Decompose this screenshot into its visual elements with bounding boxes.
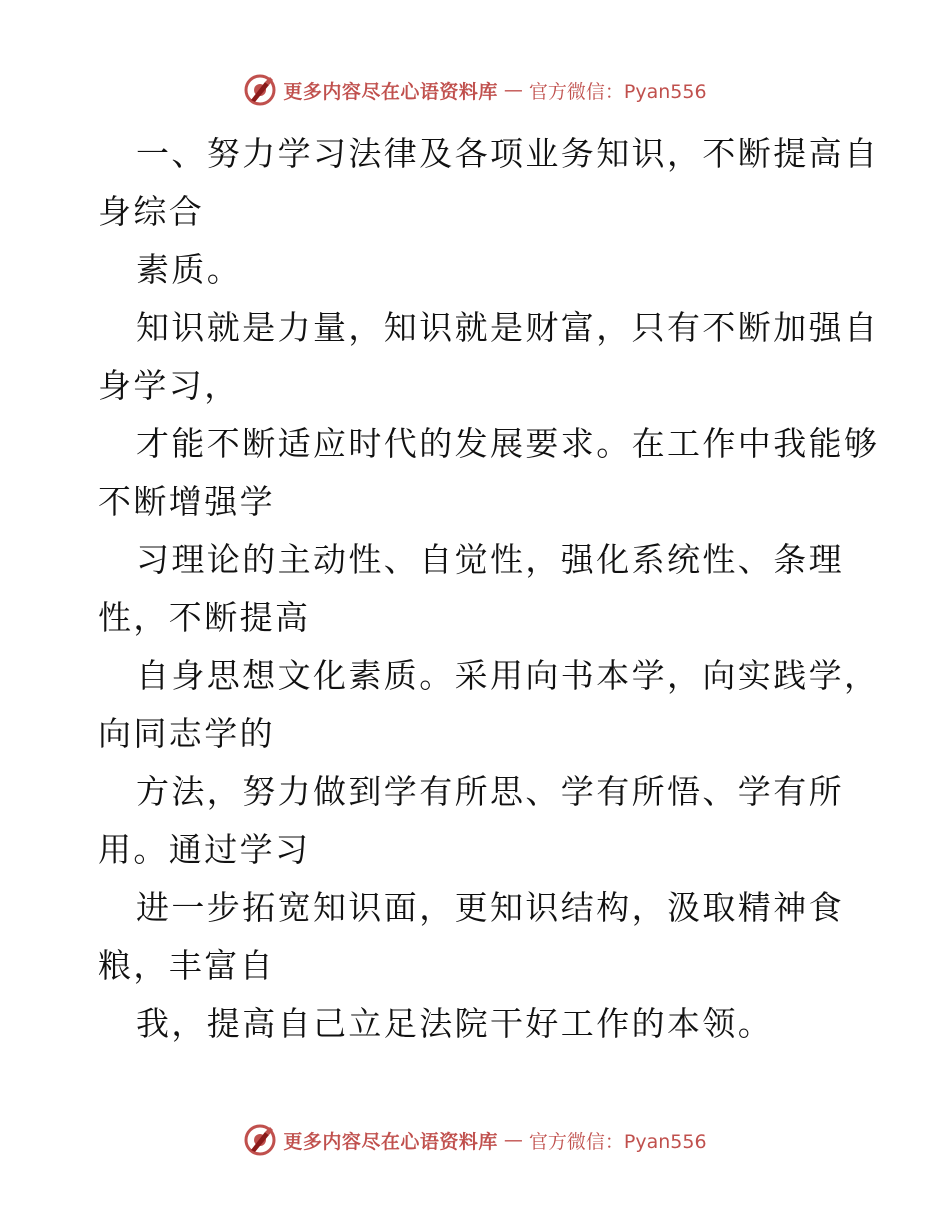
text-line: 习理论的主动性、自觉性，强化系统性、条理	[136, 540, 844, 579]
text-line: 知识就是力量，知识就是财富，只有不断加强自	[136, 308, 880, 347]
header-banner	[0, 70, 950, 110]
text-line: 我，提高自己立足法院干好工作的本领。	[136, 1004, 774, 1043]
text-line: 不断增强学	[98, 482, 275, 521]
text-line: 自身思想文化素质。采用向书本学，向实践学，	[136, 656, 880, 695]
logo-icon	[243, 73, 277, 107]
banner-separator: —	[503, 79, 523, 101]
banner-separator: —	[503, 1129, 523, 1151]
text-line: 一、努力学习法律及各项业务知识，不断提高自	[136, 134, 880, 173]
footer-banner	[0, 1120, 950, 1160]
text-line: 用。通过学习	[98, 830, 311, 869]
text-line: 才能不断适应时代的发展要求。在工作中我能够	[136, 424, 880, 463]
text-line: 方法，努力做到学有所思、学有所悟、学有所	[136, 772, 844, 811]
banner-side-text: 官方微信：Pyan556	[528, 1130, 707, 1153]
banner-main-text: 更多内容尽在心语资料库	[283, 1130, 498, 1153]
text-line: 向同志学的	[98, 714, 275, 753]
text-line: 身综合	[98, 192, 205, 231]
logo-icon	[243, 1123, 277, 1157]
text-line: 性，不断提高	[98, 598, 311, 637]
text-line: 进一步拓宽知识面，更知识结构，汲取精神食	[136, 888, 844, 927]
text-line: 素质。	[136, 250, 243, 289]
text-line: 粮，丰富自	[98, 946, 275, 985]
document-body	[98, 125, 880, 1053]
banner-side-text: 官方微信：Pyan556	[528, 80, 707, 103]
text-line: 身学习，	[98, 366, 240, 405]
banner-main-text: 更多内容尽在心语资料库	[283, 80, 498, 103]
